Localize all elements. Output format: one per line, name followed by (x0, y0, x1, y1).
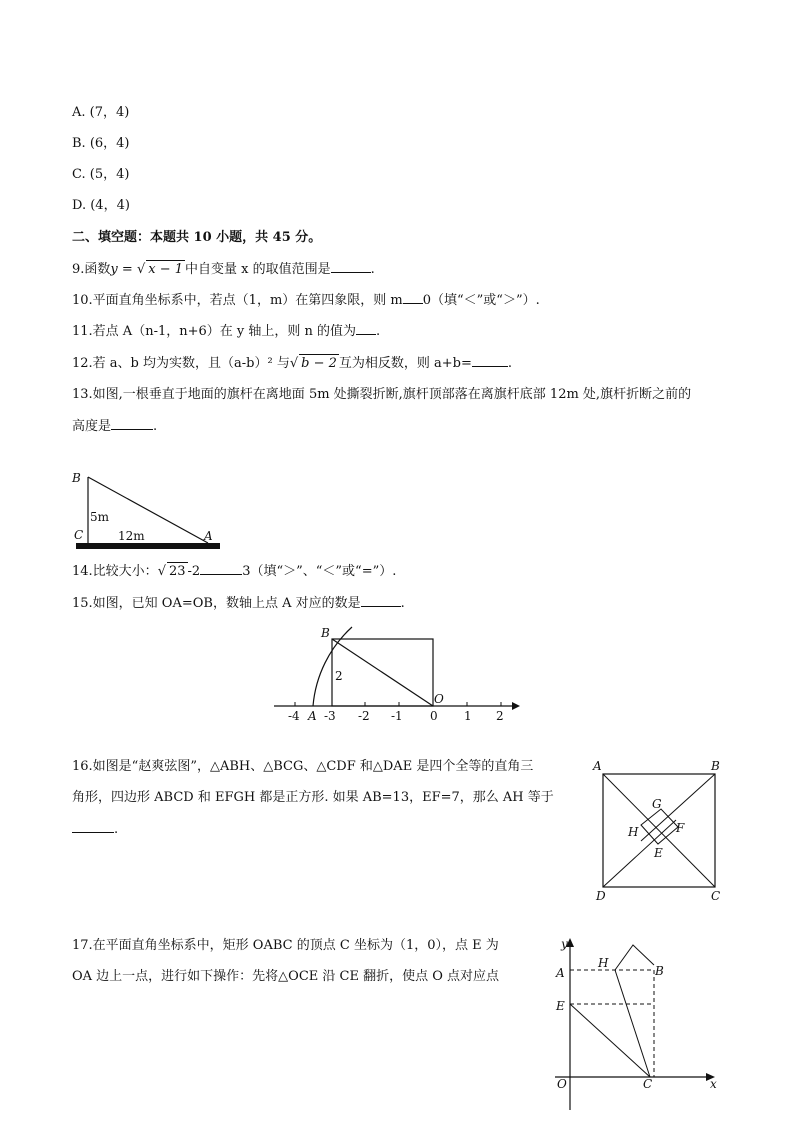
q12-pre: 12.若 a、b 均为实数，且（a-b）² 与 (72, 356, 290, 371)
label-g: G (652, 797, 662, 811)
q12-end: . (507, 356, 513, 371)
q9-pre: 9.函数 (72, 262, 111, 277)
q13-blank[interactable] (111, 417, 153, 430)
q15-end: . (400, 596, 405, 611)
label-a: A (308, 709, 317, 723)
tick-label: -1 (391, 709, 403, 723)
tick-label: -3 (324, 709, 336, 723)
label-b: B (321, 626, 330, 640)
label-a: A (556, 966, 565, 980)
q9-radicand: x − 1 (148, 262, 183, 277)
q12-mid: 互为相反数，则 a+b= (338, 356, 472, 371)
label-f: F (676, 821, 685, 835)
q9-end: . (370, 262, 375, 277)
axis-arrow-icon (512, 702, 520, 710)
question-16-line3 (72, 820, 118, 839)
label-y: y (561, 937, 568, 951)
label-12m: 12m (118, 529, 145, 543)
q12-sqrt-sign: √ (289, 356, 299, 371)
tick-label: -4 (288, 709, 300, 723)
label-o: O (434, 692, 444, 706)
label-h: H (628, 825, 639, 839)
label-a: A (204, 529, 213, 543)
q15-pre: 15.如图，已知 OA=OB，数轴上点 A 对应的数是 (72, 596, 361, 611)
label-d: D (596, 889, 606, 903)
q14-minus: -2 (187, 564, 201, 579)
q12-radicand: b − 2 (301, 356, 337, 371)
label-c: C (74, 528, 84, 542)
label-b: B (655, 964, 664, 978)
q13-pre: 高度是 (72, 419, 112, 434)
coordinate-fold-figure (545, 932, 735, 1121)
question-12 (72, 354, 512, 373)
tick-label: -2 (358, 709, 370, 723)
tick-label: 2 (496, 709, 504, 723)
diagonal-ob (332, 639, 433, 706)
option-b: B. (6，4) (72, 136, 130, 151)
q13-end: . (153, 419, 158, 434)
label-b: B (711, 759, 720, 773)
question-15 (72, 594, 405, 613)
q15-blank[interactable] (361, 594, 401, 607)
q14-post: 3（填“＞”、“＜”或“=”）. (242, 564, 397, 579)
folded-triangle (615, 945, 654, 970)
question-17-line2: OA 边上一点，进行如下操作：先将△OCE 沿 CE 翻折，使点 O 点对应点 (72, 969, 500, 984)
label-5m: 5m (90, 510, 110, 524)
question-16-line2: 角形，四边形 ABCD 和 EFGH 都是正方形. 如果 AB=13，EF=7，那么 AH 等于 (72, 790, 554, 805)
label-two: 2 (335, 669, 343, 683)
square-efgh (641, 809, 678, 844)
question-14 (72, 562, 396, 581)
tick-label: 0 (430, 709, 438, 723)
option-d: D. (4，4) (72, 198, 130, 213)
q16-blank[interactable] (72, 820, 114, 833)
option-a: A. (7，4) (72, 105, 130, 120)
tick-label: 1 (464, 709, 472, 723)
label-b: B (72, 471, 81, 485)
q10-post: 0（填“＜”或“＞”）. (422, 293, 540, 308)
q10-blank[interactable] (403, 291, 423, 304)
q16-end: . (114, 822, 119, 837)
q14-radicand: 23 (168, 564, 186, 579)
q11-pre: 11.若点 A（n-1，n+6）在 y 轴上，则 n 的值为 (72, 324, 357, 339)
question-17-line1: 17.在平面直角坐标系中，矩形 OABC 的顶点 C 坐标为（1，0），点 E 为 (72, 938, 499, 953)
q11-blank[interactable] (356, 322, 376, 335)
question-10 (72, 291, 540, 310)
q10-pre: 10.平面直角坐标系中，若点（1，m）在第四象限，则 m (72, 293, 403, 308)
q9-blank[interactable] (331, 260, 371, 273)
option-c: C. (5，4) (72, 167, 130, 182)
label-c: C (643, 1077, 653, 1091)
q9-sqrt-sign: √ (136, 262, 146, 277)
q9-eq: = (117, 262, 137, 277)
label-c: C (711, 889, 721, 903)
label-x: x (710, 1077, 717, 1091)
line-ac (603, 774, 715, 887)
question-9 (72, 260, 375, 279)
flagpole-figure (66, 465, 226, 559)
label-e: E (654, 846, 663, 860)
q12-blank[interactable] (472, 354, 508, 367)
q9-post: 中自变量 x 的取值范围是 (185, 262, 331, 277)
label-e: E (556, 999, 565, 1013)
question-16-line1: 16.如图是“赵爽弦图”，△ABH、△BCG、△CDF 和△DAE 是四个全等的直角三 (72, 759, 534, 774)
q14-blank[interactable] (200, 562, 242, 575)
number-line-figure (268, 620, 528, 730)
label-h: H (598, 956, 609, 970)
label-o: O (557, 1077, 567, 1091)
q14-sqrt-sign: √ (157, 564, 166, 579)
q9-y: y (110, 262, 118, 277)
line-dg (603, 820, 676, 887)
question-11 (72, 322, 380, 341)
chord-diagram-figure (590, 755, 730, 909)
section-heading: 二、填空题：本题共 10 小题，共 45 分。 (72, 230, 322, 245)
q14-pre: 14.比较大小： (72, 564, 158, 579)
q11-end: . (376, 324, 381, 339)
ground-bar (76, 543, 220, 549)
question-13-line1: 13.如图,一根垂直于地面的旗杆在离地面 5m 处撕裂折断,旗杆顶部落在离旗杆底部 12m 处,旗杆折断之前的 (72, 387, 692, 402)
question-13-line2 (72, 417, 157, 436)
label-a: A (593, 759, 602, 773)
